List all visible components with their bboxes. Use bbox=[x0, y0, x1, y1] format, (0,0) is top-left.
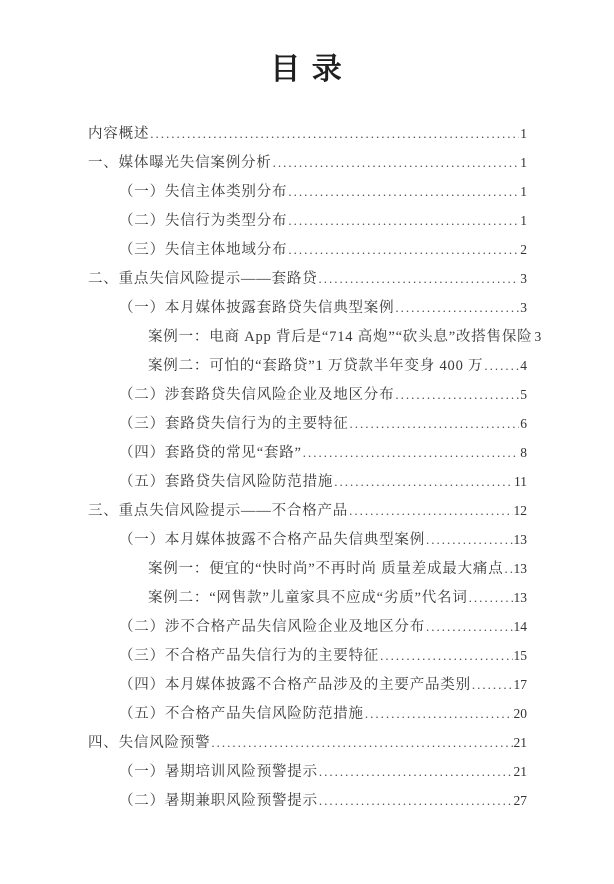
toc-page-number: 8 bbox=[520, 445, 527, 460]
toc-entry[interactable] bbox=[88, 293, 527, 322]
toc-entry-label: 案例二：“网售款”儿童家具不应成“劣质”代名词 bbox=[148, 590, 468, 606]
toc-leader-dots bbox=[211, 728, 512, 757]
toc-page-number: 3 bbox=[520, 300, 527, 315]
toc-leader-dots bbox=[303, 438, 519, 467]
toc-leader-dots bbox=[334, 467, 513, 496]
toc-entry-label: 案例一：便宜的“快时尚”不再时尚 质量差成最大痛点 bbox=[148, 561, 504, 577]
toc-leader-dots bbox=[288, 206, 519, 235]
toc-entry[interactable] bbox=[88, 322, 542, 351]
toc-page-number: 3 bbox=[534, 329, 542, 344]
toc-leader-dots bbox=[505, 554, 513, 583]
toc-entry-label: （二）失信行为类型分布 bbox=[119, 213, 288, 229]
toc-leader-dots bbox=[319, 786, 513, 815]
toc-leader-dots bbox=[365, 699, 513, 728]
toc-entry[interactable] bbox=[88, 670, 527, 699]
page-title: 目 录 bbox=[270, 53, 344, 86]
toc-entry[interactable] bbox=[88, 728, 527, 757]
toc-entry-label: （一）本月媒体披露套路贷失信典型案例 bbox=[119, 300, 395, 316]
toc-entry-label: （四）套路贷的常见“套路” bbox=[119, 445, 302, 461]
toc-page-number: 1 bbox=[520, 155, 527, 170]
toc-leader-dots bbox=[288, 235, 519, 264]
toc-leader-dots bbox=[319, 757, 513, 786]
toc-leader-dots bbox=[349, 496, 512, 525]
toc-entry-label: （五）套路贷失信风险防范措施 bbox=[119, 474, 334, 490]
toc-leader-dots bbox=[469, 583, 513, 612]
toc-entry-label: 二、重点失信风险提示——套路贷 bbox=[88, 271, 318, 287]
toc-entry[interactable] bbox=[88, 351, 527, 380]
toc-entry[interactable] bbox=[88, 786, 527, 815]
toc-leader-dots bbox=[395, 380, 519, 409]
toc-entry[interactable] bbox=[88, 612, 527, 641]
toc-page-number: 3 bbox=[520, 271, 527, 286]
toc-entry[interactable] bbox=[88, 235, 527, 264]
toc-entry-label: （二）涉不合格产品失信风险企业及地区分布 bbox=[119, 619, 425, 635]
toc-entry-label: （二）涉套路贷失信风险企业及地区分布 bbox=[119, 387, 395, 403]
toc-page-number: 11 bbox=[514, 474, 527, 489]
toc-leader-dots bbox=[380, 641, 512, 670]
toc-entry[interactable] bbox=[88, 757, 527, 786]
toc-entry-label: 案例二：可怕的“套路贷”1 万贷款半年变身 400 万 bbox=[148, 358, 484, 374]
toc-entry[interactable] bbox=[88, 525, 527, 554]
toc-page-number: 4 bbox=[520, 358, 527, 373]
toc-entry-label: （三）套路贷失信行为的主要特征 bbox=[119, 416, 349, 432]
toc-page-number: 1 bbox=[520, 213, 527, 228]
toc-entry[interactable] bbox=[88, 380, 527, 409]
toc-entry-label: （一）失信主体类别分布 bbox=[119, 184, 288, 200]
toc-leader-dots bbox=[150, 119, 519, 148]
toc-entry[interactable] bbox=[88, 641, 527, 670]
toc-entry-label: 三、重点失信风险提示——不合格产品 bbox=[88, 503, 349, 519]
toc-entry-label: （二）暑期兼职风险预警提示 bbox=[119, 793, 318, 809]
toc-entry-label: 案例一：电商 App 背后是“714 高炮”“砍头息”改搭售保险 bbox=[148, 329, 533, 345]
toc-entry[interactable] bbox=[88, 148, 527, 177]
toc-page-number: 21 bbox=[513, 735, 527, 750]
toc-entry[interactable] bbox=[88, 119, 527, 148]
toc-page-number: 27 bbox=[513, 793, 527, 808]
toc-leader-dots bbox=[484, 351, 519, 380]
toc-page-number: 20 bbox=[513, 706, 527, 721]
toc-page-number: 5 bbox=[520, 387, 527, 402]
toc-entry[interactable] bbox=[88, 496, 527, 525]
toc-leader-dots bbox=[472, 670, 513, 699]
document-page bbox=[0, 52, 614, 884]
toc-page-number: 6 bbox=[520, 416, 527, 431]
toc-page-number: 17 bbox=[513, 677, 527, 692]
toc-page-number: 15 bbox=[513, 648, 527, 663]
toc-entry-label: （一）本月媒体披露不合格产品失信典型案例 bbox=[119, 532, 425, 548]
toc-entry[interactable] bbox=[88, 699, 527, 728]
toc-entry-label: 四、失信风险预警 bbox=[88, 735, 211, 751]
toc-entry-label: 一、媒体曝光失信案例分析 bbox=[88, 155, 272, 171]
toc-page-number: 12 bbox=[513, 503, 527, 518]
toc-leader-dots bbox=[426, 612, 513, 641]
toc-entry[interactable] bbox=[88, 467, 527, 496]
toc-page-number: 1 bbox=[520, 126, 527, 141]
toc-entry-label: （三）不合格产品失信行为的主要特征 bbox=[119, 648, 380, 664]
toc-page-number: 21 bbox=[513, 764, 527, 779]
toc-page-number: 2 bbox=[520, 242, 527, 257]
toc-leader-dots bbox=[395, 293, 519, 322]
toc-entry-label: （五）不合格产品失信风险防范措施 bbox=[119, 706, 364, 722]
toc-entry[interactable] bbox=[88, 206, 527, 235]
toc-page-number: 13 bbox=[513, 561, 527, 576]
toc-leader-dots bbox=[350, 409, 520, 438]
toc-entry-label: （一）暑期培训风险预警提示 bbox=[119, 764, 318, 780]
toc-page-number: 13 bbox=[513, 532, 527, 547]
toc-entry[interactable] bbox=[88, 177, 527, 206]
toc-entry-label: 内容概述 bbox=[88, 126, 150, 142]
toc-entry-label: （三）失信主体地域分布 bbox=[119, 242, 288, 258]
toc-leader-dots bbox=[426, 525, 513, 554]
toc-entry[interactable] bbox=[88, 583, 527, 612]
toc-entry[interactable] bbox=[88, 554, 527, 583]
toc-page-number: 13 bbox=[513, 590, 527, 605]
toc-entry[interactable] bbox=[88, 438, 527, 467]
toc-entry[interactable] bbox=[88, 409, 527, 438]
table-of-contents bbox=[0, 119, 614, 815]
toc-leader-dots bbox=[273, 148, 520, 177]
toc-page-number: 14 bbox=[513, 619, 527, 634]
toc-leader-dots bbox=[319, 264, 520, 293]
toc-page-number: 1 bbox=[520, 184, 527, 199]
toc-entry[interactable] bbox=[88, 264, 527, 293]
toc-entry-label: （四）本月媒体披露不合格产品涉及的主要产品类别 bbox=[119, 677, 471, 693]
toc-leader-dots bbox=[288, 177, 519, 206]
